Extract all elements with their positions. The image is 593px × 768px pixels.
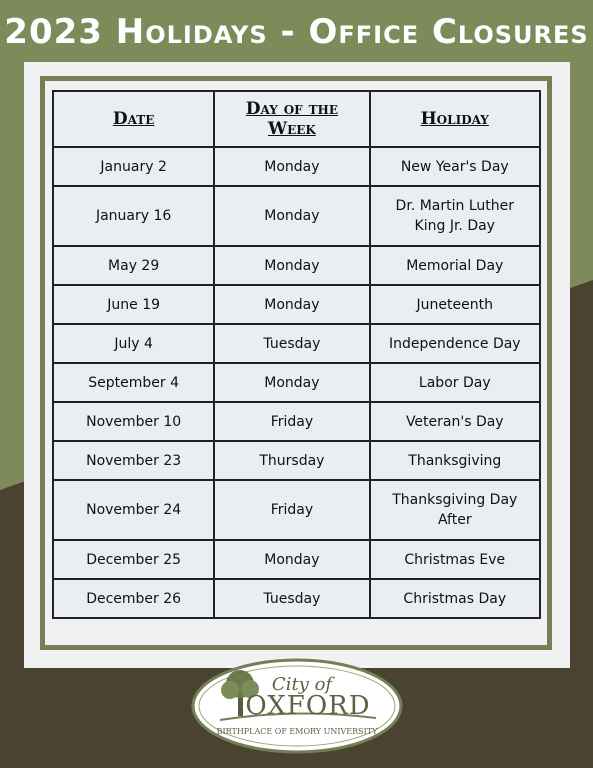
city-of-oxford-logo [190, 656, 404, 756]
day-cell: Monday [214, 540, 369, 579]
table-row [53, 579, 540, 618]
date-cell: January 16 [53, 186, 214, 246]
date-cell: July 4 [53, 324, 214, 363]
logo-city-of: City of [271, 674, 333, 695]
table-row [53, 402, 540, 441]
holiday-cell: Memorial Day [370, 246, 540, 285]
day-cell: Monday [214, 246, 369, 285]
date-cell: January 2 [53, 147, 214, 186]
logo-tagline: BIRTHPLACE OF EMORY UNIVERSITY [216, 727, 378, 736]
table-row [53, 285, 540, 324]
table-row [53, 363, 540, 402]
holiday-cell: Christmas Day [370, 579, 540, 618]
logo-oxford: OXFORD [245, 691, 371, 721]
day-cell: Monday [214, 147, 369, 186]
table-row [53, 540, 540, 579]
date-cell: December 25 [53, 540, 214, 579]
day-cell: Thursday [214, 441, 369, 480]
day-cell: Friday [214, 402, 369, 441]
table-row [53, 480, 540, 540]
date-cell: December 26 [53, 579, 214, 618]
day-cell: Monday [214, 285, 369, 324]
table-row [53, 147, 540, 186]
holiday-cell: Dr. Martin Luther King Jr. Day [370, 186, 540, 246]
date-cell: November 23 [53, 441, 214, 480]
day-cell: Monday [214, 363, 369, 402]
date-cell: June 19 [53, 285, 214, 324]
day-cell: Tuesday [214, 324, 369, 363]
day-cell: Monday [214, 186, 369, 246]
holiday-cell: New Year's Day [370, 147, 540, 186]
date-cell: November 24 [53, 480, 214, 540]
date-cell: May 29 [53, 246, 214, 285]
header-date: Date [53, 91, 214, 147]
date-cell: September 4 [53, 363, 214, 402]
holiday-cell: Thanksgiving [370, 441, 540, 480]
holiday-cell: Veteran's Day [370, 402, 540, 441]
page-title: 2023 Holidays - Office Closures [4, 12, 589, 52]
table-row [53, 441, 540, 480]
holiday-cell: Independence Day [370, 324, 540, 363]
holiday-table [52, 90, 541, 619]
date-cell: November 10 [53, 402, 214, 441]
day-cell: Friday [214, 480, 369, 540]
table-header-row [53, 91, 540, 147]
day-cell: Tuesday [214, 579, 369, 618]
header-day-of-week: Day of the Week [214, 91, 369, 147]
holiday-cell: Christmas Eve [370, 540, 540, 579]
header-holiday: Holiday [370, 91, 540, 147]
holiday-cell: Thanksgiving Day After [370, 480, 540, 540]
holiday-cell: Labor Day [370, 363, 540, 402]
table-row [53, 186, 540, 246]
holiday-cell: Juneteenth [370, 285, 540, 324]
table-row [53, 246, 540, 285]
table-row [53, 324, 540, 363]
